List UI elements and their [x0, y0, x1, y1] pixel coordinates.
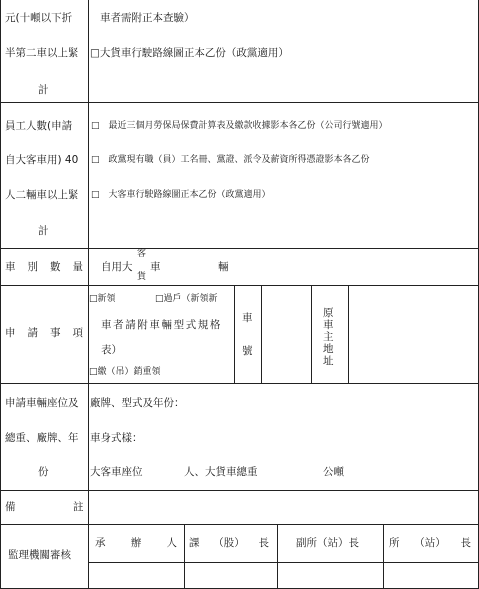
- spec-sheet-note: 車者請附車輛型式規格: [101, 319, 222, 331]
- director-header: 所 （站） 長: [389, 537, 471, 549]
- label-char: 數: [50, 261, 61, 273]
- column-divider: [348, 285, 349, 383]
- label-char: 項: [72, 327, 83, 339]
- column-divider: [184, 524, 185, 589]
- row1-label-line2: 半第二車以上緊: [5, 47, 79, 59]
- row-divider: [0, 248, 479, 249]
- row1-label-line3: 計: [38, 84, 49, 96]
- column-divider: [277, 524, 278, 589]
- column-divider: [234, 285, 235, 383]
- vehicle-unit: 輛: [218, 261, 229, 273]
- row2-label-line4: 計: [38, 225, 49, 237]
- remarks-label-start: 備: [5, 501, 16, 513]
- application-items-label: [5, 328, 83, 339]
- row1-content-line1: 車者需附正本查驗）: [100, 12, 195, 24]
- row5-label-line3: 份: [38, 466, 49, 478]
- label-char: 請: [27, 327, 38, 339]
- row1-label-line1: 元(十噸以下折: [5, 12, 73, 24]
- new-registration-checkbox[interactable]: □新領: [89, 294, 116, 304]
- label-char: 申: [5, 327, 16, 339]
- label-char: 事: [50, 327, 61, 339]
- vehicle-type-prefix: 自用大: [101, 261, 133, 273]
- weight-unit: 公噸: [323, 466, 344, 478]
- vehicle-type-quantity-label: [5, 262, 83, 273]
- row-divider: [0, 285, 479, 286]
- row2-label-line2: 自大客車用) 40: [5, 154, 79, 166]
- handler-header: 承 辦 人: [95, 537, 177, 549]
- column-divider: [383, 524, 384, 589]
- label-char: 車: [5, 261, 16, 273]
- review-label: 監理機關審核: [8, 549, 71, 561]
- row5-label-line2: 總重、廠牌、年: [5, 432, 79, 444]
- row2-label-line3: 人二輛車以上緊: [5, 189, 79, 201]
- row5-label-line1: 申請車輛座位及: [5, 397, 79, 409]
- row-divider: [0, 524, 479, 525]
- row-divider: [0, 102, 479, 103]
- plate-number-label-2: 號: [242, 345, 253, 357]
- remarks-label-end: 註: [73, 501, 84, 513]
- re-registration-checkbox[interactable]: □繳（吊）銷重領: [89, 367, 161, 377]
- row1-content-line2: □大貨車行駛路線圖正本乙份（政黨適用）: [90, 47, 289, 59]
- label-char: 量: [72, 261, 83, 273]
- transfer-checkbox[interactable]: □過戶（新領新: [155, 294, 218, 304]
- left-border: [0, 0, 1, 589]
- section-chief-header: 課 （股） 長: [189, 537, 269, 549]
- row-divider: [88, 562, 479, 563]
- row-divider: [0, 383, 479, 384]
- column-divider: [261, 285, 262, 383]
- original-owner-address-label: 原 車 主 地 址: [323, 307, 334, 367]
- row2-content-line2[interactable]: □ 政黨現有職（員）工名冊、黨證、派令及薪資所得憑證影本各乙份: [91, 155, 370, 165]
- vehicle-type-bus[interactable]: 客: [137, 249, 147, 259]
- plate-number-label-1: 車: [242, 312, 253, 324]
- vehicle-type-truck[interactable]: 貨: [137, 272, 147, 282]
- vehicle-label: 車: [150, 261, 161, 273]
- row2-label-line1: 員工人數(申請: [5, 120, 73, 132]
- column-divider: [311, 285, 312, 383]
- body-style[interactable]: 車身式樣：: [90, 432, 143, 444]
- brand-model-year[interactable]: 廠牌、型式及年份：: [90, 397, 185, 409]
- row-divider: [0, 490, 479, 491]
- truck-weight-label: 人、大貨車總重: [184, 466, 258, 478]
- spec-sheet-note-end: 表）: [101, 344, 122, 356]
- row2-content-line1[interactable]: □ 最近三個月勞保局保費計算表及繳款收據影本各乙份（公司行號適用）: [91, 121, 388, 131]
- deputy-director-header: 副所（站）長: [296, 537, 359, 549]
- row2-content-line3[interactable]: □ 大客車行駛路線圖正本乙份（政黨適用）: [91, 190, 271, 200]
- label-char: 別: [27, 261, 38, 273]
- bus-seat-label: 大客車座位: [90, 466, 143, 478]
